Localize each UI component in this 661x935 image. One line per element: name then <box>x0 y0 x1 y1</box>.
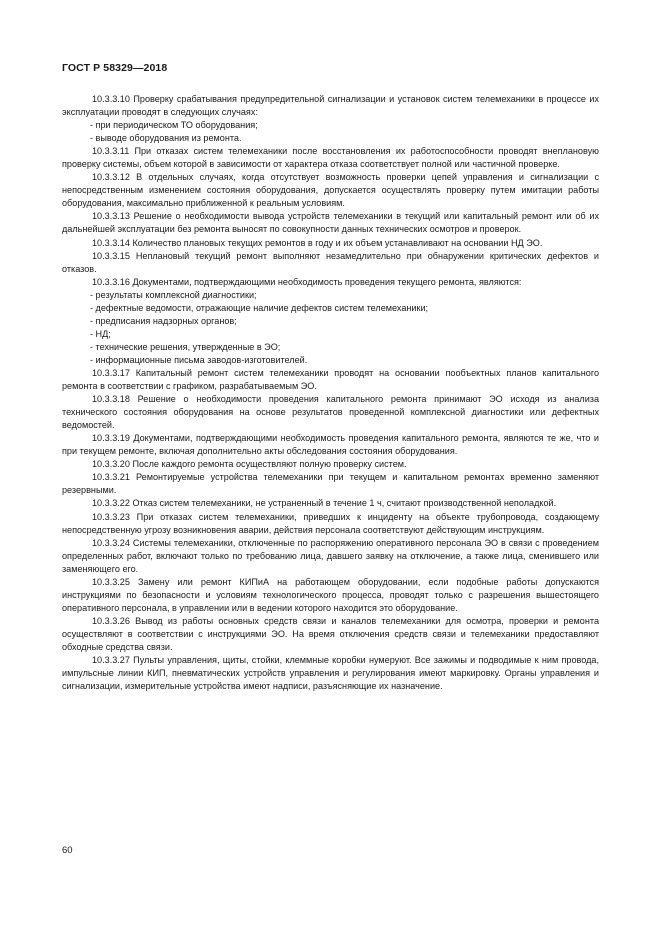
list-item: - выводе оборудования из ремонта. <box>90 133 242 144</box>
paragraph: 10.3.3.12 В отдельных случаях, когда отсутствует возможность проверки цепей управления и сигнализации с непосредственным изменением состояния оборудования, допускается осуществлять проверку путем имитации работы оборудования, максимально приближенной к реальным условиям. <box>62 172 599 209</box>
paragraph: 10.3.3.11 При отказах систем телемеханики после восстановления их работоспособности проводят внеплановую проверку системы, объем которой в зависимости от характера отказа соответствует полной или частичной проверке. <box>62 146 599 170</box>
list-item: - НД; <box>90 328 111 339</box>
paragraph: 10.3.3.24 Системы телемеханики, отключенные по распоряжению оперативного персонала ЭО в связи с проведением определенных работ, включают только по требованию лица, давшего заявку на отключение, а также лица, сменившего или заменяющего его. <box>62 537 599 574</box>
page-number: 60 <box>62 845 73 856</box>
paragraph: 10.3.3.20 После каждого ремонта осуществляют полную проверку систем. <box>92 459 407 470</box>
paragraph: 10.3.3.19 Документами, подтверждающими необходимость проведения капитального ремонта, являются те же, что и при текущем ремонте, включая дополнительно акты обследования состояния оборудования. <box>62 433 599 457</box>
paragraph: 10.3.3.13 Решение о необходимости вывода устройств телемеханики в текущий или капитальный ремонт или об их дальнейшей эксплуатации без ремонта выносят по совокупности данных технических осмотров и проверок. <box>62 211 599 235</box>
list-item: - информационные письма заводов-изготовителей. <box>90 354 308 365</box>
list-item: - при периодическом ТО оборудования; <box>90 120 258 131</box>
paragraph: 10.3.3.27 Пульты управления, щиты, стойки, клеммные коробки нумеруют. Все зажимы и подводимые к ним провода, импульсные линии КИП, пневматических устройств управления и регулирования имеют маркировку. Органы управления и сигнализации, измерительные устройства имеют надписи, разъясняющие их назначение. <box>62 655 599 692</box>
paragraph: 10.3.3.10 Проверку срабатывания предупредительной сигнализации и установок систем телемеханики в процессе их эксплуатации проводят в следующих случаях: <box>62 94 599 118</box>
list-item: - предписания надзорных органов; <box>90 315 237 326</box>
paragraph: 10.3.3.17 Капитальный ремонт систем телемеханики проводят на основании пообъектных планов капитального ремонта в соответствии с графиком, разрабатываемым ЭО. <box>62 367 599 392</box>
list-item: - технические решения, утвержденные в ЭО; <box>90 341 281 352</box>
paragraph: 10.3.3.16 Документами, подтверждающими необходимость проведения текущего ремонта, являются: <box>92 276 522 287</box>
list-item: - результаты комплексной диагностики; <box>90 289 257 300</box>
paragraph: 10.3.3.14 Количество плановых текущих ремонтов в году и их объем устанавливают на основании НД ЭО. <box>92 237 543 248</box>
list-item: - дефектные ведомости, отражающие наличие дефектов систем телемеханики; <box>90 302 429 313</box>
paragraph: 10.3.3.23 При отказах систем телемеханики, приведших к инциденту на объекте трубопровода, создающему непосредственную угрозу возникновения аварии, действия персонала соответствуют действующим инструкциям. <box>62 511 599 535</box>
paragraph: 10.3.3.21 Ремонтируемые устройства телемеханики при текущем и капитальном ремонтах временно заменяют резервными. <box>62 472 599 496</box>
document-body <box>62 93 599 693</box>
paragraph: 10.3.3.25 Замену или ремонт КИПиА на работающем оборудовании, если подобные работы допускаются инструкциями по безопасности и условиям технологического процесса, проводят только с разрешения вышестоящего оперативного персонала, в управлении или в ведении которого находится это оборудование. <box>62 576 599 613</box>
page-header: ГОСТ Р 58329—2018 <box>62 62 168 74</box>
paragraph: 10.3.3.15 Неплановый текущий ремонт выполняют незамедлительно при обнаружении критических дефектов и отказов. <box>62 250 599 274</box>
paragraph: 10.3.3.26 Вывод из работы основных средств связи и каналов телемеханики для осмотра, проверки и ремонта осуществляют в соответствии с инструкциями ЭО. На время отключения средств связи и телемеханики предоставляют обходные средства связи. <box>62 615 599 652</box>
paragraph: 10.3.3.18 Решение о необходимости проведения капитального ремонта принимают ЭО исходя из анализа технического состояния оборудования на основе результатов проведенной комплексной диагностики или дефектных ведомостей. <box>62 394 599 431</box>
paragraph: 10.3.3.22 Отказ систем телемеханики, не устраненный в течение 1 ч, считают производственной неполадкой. <box>92 498 557 509</box>
